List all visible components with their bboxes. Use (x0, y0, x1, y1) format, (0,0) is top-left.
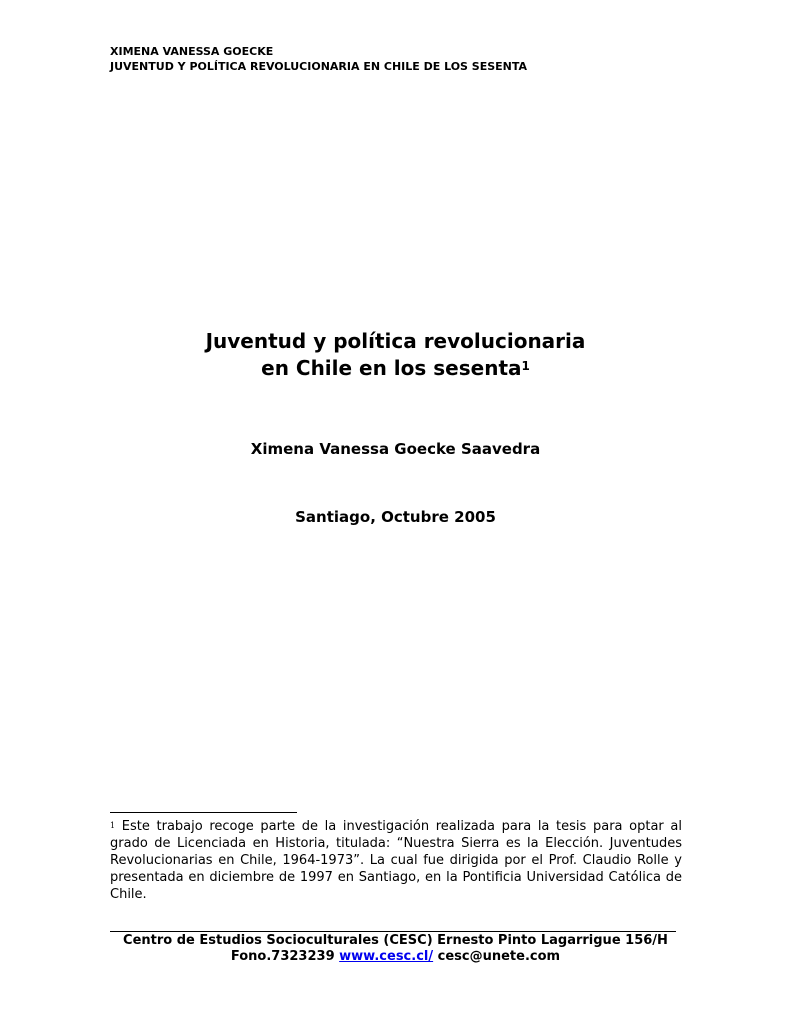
footnote-mark: 1 (110, 821, 116, 830)
title-line-2-text: en Chile en los sesenta (261, 356, 522, 380)
running-header (110, 44, 527, 74)
title-line-1: Juventud y política revolucionaria (205, 329, 586, 353)
page-footer (0, 933, 791, 965)
title-line-2 (0, 355, 791, 382)
website-link[interactable]: www.cesc.cl/ (339, 949, 434, 964)
footer-contact (0, 949, 791, 965)
author-name: Ximena Vanessa Goecke Saavedra (250, 440, 541, 458)
footer-address: Centro de Estudios Socioculturales (CESC) Ernesto Pinto Lagarrigue 156/H (123, 933, 668, 948)
footnote (110, 818, 682, 903)
footnote-text: Este trabajo recoge parte de la investigación realizada para la tesis para optar al grado de Licenciada en Historia, titulada: “Nuestra Sierra es la Elección. Juventudes Revolucionarias en Chile, 1964-1973”. La cual fue dirigida por el Prof. Claudio Rolle y presentada en diciembre de 1997 en Santiago, en la Pontificia Universidad Católica de Chile. (110, 819, 683, 902)
place-date: Santiago, Octubre 2005 (295, 508, 496, 526)
footer-email: cesc@unete.com (437, 949, 561, 964)
title-footnote-ref[interactable]: 1 (521, 359, 530, 373)
footer-separator (110, 931, 676, 932)
document-title (0, 328, 791, 382)
footer-phone: Fono.7323239 (230, 949, 335, 964)
header-title: JUVENTUD Y POLÍTICA REVOLUCIONARIA EN CHILE DE LOS SESENTA (110, 60, 528, 73)
footnote-separator (110, 812, 297, 813)
header-author: XIMENA VANESSA GOECKE (110, 45, 274, 58)
